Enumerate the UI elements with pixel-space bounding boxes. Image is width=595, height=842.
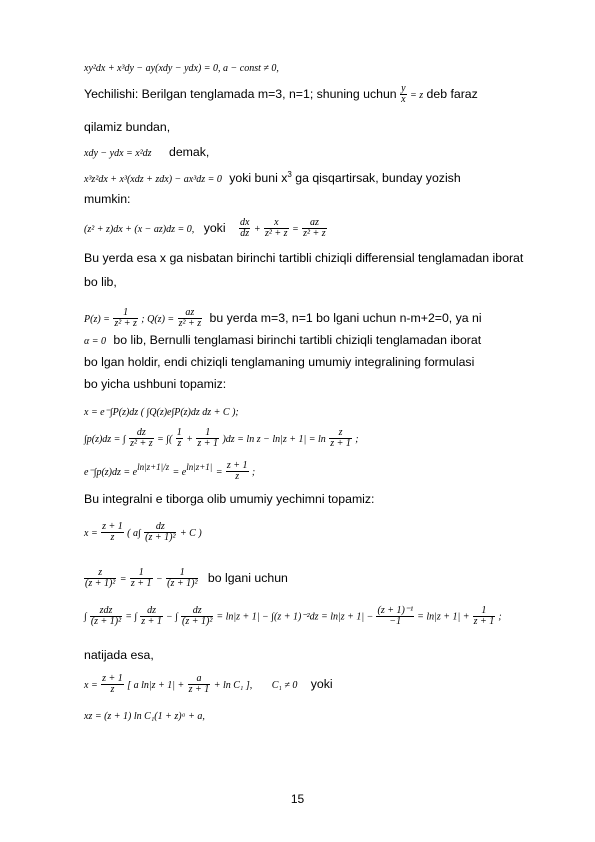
paragraph-mumkin [84, 192, 130, 207]
equals-sign: = [291, 223, 299, 235]
text-mumkin: mumkin: [84, 192, 131, 206]
fraction: $\frac{1}{z + 1}$ [130, 567, 152, 589]
bracket-close: + ln C₁ ], [213, 679, 253, 691]
fraction: $\frac{1}{z + 1}$ [197, 427, 219, 449]
formula-integral-p [84, 428, 359, 449]
fraction-x-over: $\frac{x}{\text{z² + z}}$ [265, 217, 288, 239]
fraction-q: $\frac{az}{\text{z² + z}}$ [178, 307, 202, 329]
equals-sign: = [119, 573, 127, 585]
text-bu-integralni: Bu integralni e tiborga olib umumiy yechimni topamiz: [84, 492, 375, 506]
formula-line-yoki [84, 218, 327, 239]
text-bu-yerda-m3: bu yerda m=3, n=1 bo lgani uchun n-m+2=0, ya ni [209, 310, 482, 325]
equation-text: xy²dx + x³dy − ay(xdy − ydx) = 0, a − const ≠ 0, [84, 63, 279, 74]
alpha-equals-zero: α = 0 [84, 336, 106, 347]
formula-equation [84, 60, 279, 76]
formula-decomposition [84, 568, 288, 589]
paragraph-bo-lib [84, 275, 117, 290]
fraction-y-over-x: $\frac{y}{x}$ [401, 83, 406, 105]
exp-power: ln|z+1| [186, 462, 213, 472]
plus-sign: + [186, 433, 193, 445]
plus-sign: + [253, 223, 261, 235]
x-equals: x = [84, 679, 98, 691]
equation-text: xdy − ydx = x²dz [84, 148, 152, 159]
text-qisqartirsak: ga qisqartirsak, bunday yozish [291, 171, 461, 186]
fraction: $\frac{dz}{\text{(z + 1)²}}$ [182, 605, 213, 627]
x-equals: x = [84, 527, 98, 539]
text-bo-lgani-uchun: bo lgani uchun [207, 570, 288, 585]
text-bo-lib: bo lib, [84, 275, 117, 289]
formula-line-p-q [84, 308, 482, 329]
paragraph-bo-lgan-holdir [84, 355, 474, 370]
equation-text: x = e⁻∫P(z)dz ( ∫Q(z)e∫P(z)dz dz + C ); [84, 407, 239, 418]
log-expression: = ln|z + 1| − ∫(z + 1)⁻²dz = ln|z + 1| − [216, 611, 374, 623]
formula-final-solution [84, 674, 333, 695]
exp-power: ln|z+1|/z [137, 462, 170, 472]
fraction: $\frac{z + 1}{z}$ [226, 460, 248, 483]
formula-line-yoki-buni [84, 167, 461, 187]
paragraph-bu-yerda [84, 251, 523, 266]
formula-exponent [84, 460, 255, 482]
page-number: 15 [290, 792, 305, 806]
fraction-dx-dz: $\frac{dx}{dz}$ [239, 217, 250, 239]
text-yoki: yoki [203, 220, 226, 235]
fraction: $\frac{z}{z + 1}$ [330, 427, 351, 449]
integral-open: ( a∫ [127, 527, 141, 539]
text-qilamiz: qilamiz bundan, [84, 120, 171, 134]
fraction: $\frac{dz}{\text{(z + 1)²}}$ [145, 521, 176, 543]
text-bo-lgan-holdir: bo lgan holdir, endi chiziqli tenglamaning umumiy integralining formulasi [84, 355, 475, 369]
text-bernulli: bo lib, Bernulli tenglamasi birinchi tartibli chiziqli tenglamadan iborat [113, 333, 482, 347]
log-result: = ln|z + 1| + [417, 611, 470, 623]
equation-text: x³z²dx + x³(xdz + zdx) − ax³dz = 0 [84, 174, 222, 186]
equals-sign: = [215, 467, 223, 479]
formula-general-solution [84, 404, 239, 420]
fraction: $\frac{1}{z + 1}$ [473, 605, 495, 627]
exponent-3: 3 [287, 170, 292, 179]
paragraph-bu-integralni [84, 492, 374, 507]
fraction: $\frac{z + 1}{z}$ [102, 673, 123, 695]
exp-lhs: e⁻∫p(z)dz = e [84, 467, 138, 479]
equals-integral: = ∫ [125, 611, 138, 623]
plus-c: + C ) [179, 527, 202, 539]
paragraph-natijada [84, 648, 154, 663]
fraction: $\frac{\text{zdz}}{\text{(z + 1)²}}$ [90, 605, 122, 627]
equals-z: = z [409, 89, 424, 101]
log-result: )dz = ln z − ln|z + 1| = ln [222, 433, 326, 445]
paragraph-qilamiz [84, 120, 170, 135]
p-of-z: P(z) = [84, 313, 110, 325]
paragraph-bo-yicha [84, 377, 226, 392]
exp-mid: = e [172, 467, 187, 479]
text-yechilishi: Yechilishi: Berilgan tenglamada m=3, n=1; shuning uchun [84, 86, 397, 101]
fraction: $\frac{z}{\text{(z + 1)²}}$ [85, 567, 116, 589]
fraction: $\frac{dz}{\text{z² + z}}$ [130, 427, 153, 449]
fraction: $\frac{z + 1}{z}$ [102, 521, 123, 543]
semicolon: ; [251, 467, 256, 479]
constant-condition: C₁ ≠ 0 [271, 679, 298, 691]
fraction: $\frac{\text{(z + 1)⁻¹}}{-1}$ [377, 605, 414, 627]
formula-line-alpha [84, 333, 481, 349]
text-deb-faraz: deb faraz [426, 86, 478, 101]
integral-p: ∫p(z)dz = ∫ [84, 433, 126, 445]
text-yoki: yoki [310, 676, 333, 691]
q-of-z: ; Q(z) = [141, 313, 175, 325]
equals-integral: = ∫( [157, 433, 173, 445]
equation-text: (z² + z)dx + (x − az)dz = 0, [84, 223, 195, 235]
minus-sign: − [155, 573, 163, 585]
text-yoki-buni: yoki buni x [229, 171, 288, 186]
fraction-az-over: $\frac{az}{\text{z² + z}}$ [303, 217, 326, 239]
fraction: $\frac{1}{z}$ [176, 427, 182, 449]
text-demak: demak, [169, 145, 210, 159]
text-bo-yicha: bo yicha ushbuni topamiz: [84, 377, 227, 391]
bracket-open: [ a ln|z + 1| + [127, 679, 185, 691]
fraction: $\frac{1}{\text{(z + 1)²}}$ [167, 567, 198, 589]
equation-text: xz = (z + 1) ln C₁(1 + z)ᵃ + a, [84, 711, 205, 722]
semicolon: ; [498, 611, 502, 623]
paragraph-solution [84, 84, 478, 105]
formula-last [84, 708, 205, 724]
formula-line-demak [84, 145, 209, 161]
minus-integral: − ∫ [165, 611, 178, 623]
integral-sign: ∫ [84, 611, 87, 623]
text-bu-yerda-esa: Bu yerda esa x ga nisbatan birinchi tartibli chiziqli differensial tenglamadan iborat [84, 251, 524, 265]
fraction-p: $\frac{1}{\text{z² + z}}$ [114, 307, 137, 329]
fraction: $\frac{a}{z + 1}$ [188, 673, 210, 695]
semicolon: ; [355, 433, 359, 445]
formula-x-solution [84, 522, 202, 543]
formula-integral-z [84, 606, 502, 627]
text-natijada: natijada esa, [84, 648, 154, 662]
fraction: $\frac{dz}{z + 1}$ [141, 605, 162, 627]
